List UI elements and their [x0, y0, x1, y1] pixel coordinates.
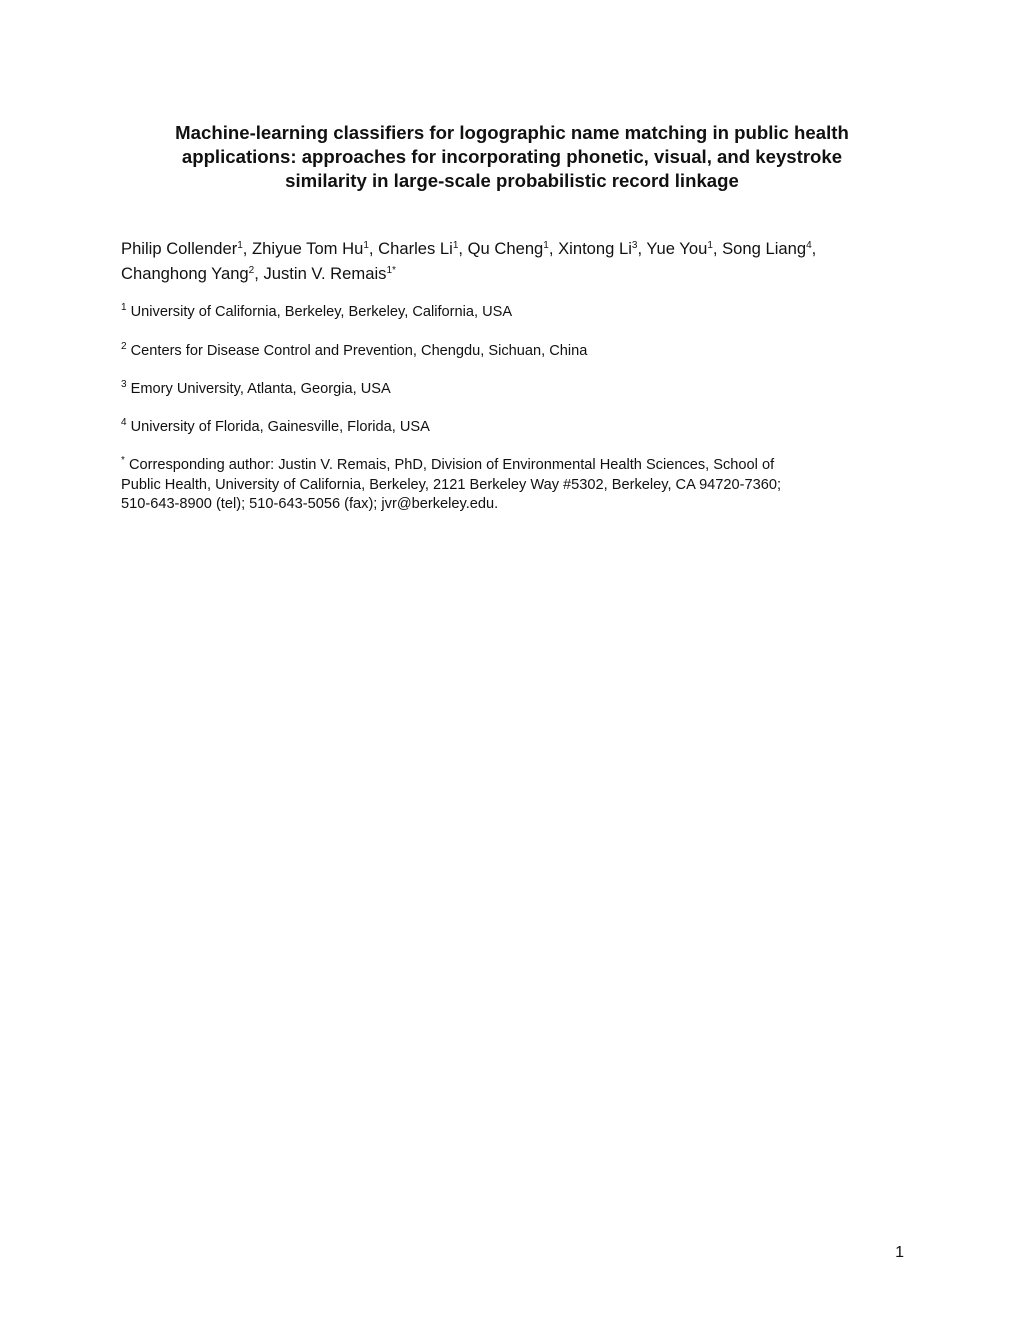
author-separator: ,: [548, 239, 559, 258]
affiliation-number: 3: [121, 379, 127, 390]
affiliation-marker: 1*: [386, 265, 396, 276]
author-separator: ,: [458, 239, 468, 258]
author-name: Song Liang: [722, 239, 807, 258]
affiliation: [121, 302, 512, 322]
affiliation-marker: 1: [452, 240, 459, 251]
author-name: Zhiyue Tom Hu: [252, 239, 364, 258]
title-line: similarity in large-scale probabilistic record linkage: [285, 170, 739, 191]
affiliation-marker: 2: [248, 265, 255, 276]
corresponding-line: 510-643-8900 (tel); 510-643-5056 (fax); jvr@berkeley.edu.: [121, 496, 499, 512]
affiliation-text: University of California, Berkeley, Berkeley, California, USA: [130, 304, 513, 320]
author-separator: ,: [242, 239, 253, 258]
corresponding-line: Public Health, University of California, Berkeley, 2121 Berkeley Way #5302, Berkeley, CA 94720-7360;: [121, 476, 782, 493]
author-name: Yue You: [646, 239, 708, 258]
corresponding-author-note: [121, 456, 911, 515]
affiliation-number: 4: [121, 417, 127, 428]
author-list: [121, 236, 911, 286]
author-separator: ,: [712, 239, 723, 258]
affiliation: [121, 379, 391, 399]
author-name: Philip Collender: [121, 239, 238, 258]
author-separator: ,: [368, 239, 379, 258]
author-separator: ,: [811, 239, 817, 258]
affiliation-text: Centers for Disease Control and Prevention, Chengdu, Sichuan, China: [130, 343, 588, 359]
affiliation-marker: 4: [806, 240, 812, 251]
affiliation-number: 1: [121, 302, 127, 313]
author-name: Justin V. Remais: [263, 264, 387, 283]
corresponding-line: [121, 456, 911, 476]
author-name: Charles Li: [378, 239, 453, 258]
author-name: Changhong Yang: [121, 264, 249, 283]
author-separator: ,: [254, 264, 264, 283]
affiliation: [121, 341, 587, 361]
page-number: 1: [895, 1244, 904, 1261]
affiliation-marker: 1: [543, 240, 549, 251]
author-name: Xintong Li: [558, 239, 632, 258]
affiliation-text: University of Florida, Gainesville, Florida, USA: [130, 419, 430, 435]
author-separator: ,: [637, 239, 647, 258]
affiliation-marker: 1: [707, 240, 713, 251]
affiliation-marker: 1: [363, 240, 369, 251]
paper-title: [120, 121, 904, 193]
corresponding-text: Corresponding author: Justin V. Remais, PhD, Division of Environmental Health Sciences, School of: [128, 457, 775, 473]
author-name: Qu Cheng: [467, 239, 544, 258]
affiliation-marker: 1: [237, 240, 243, 251]
title-line: applications: approaches for incorporating phonetic, visual, and keystroke: [181, 146, 843, 167]
affiliation-number: 2: [121, 341, 127, 352]
affiliation: [121, 417, 430, 437]
affiliation-marker: 3: [631, 240, 638, 251]
title-line: Machine-learning classifiers for logographic name matching in public health: [175, 122, 849, 143]
affiliation-text: Emory University, Atlanta, Georgia, USA: [130, 381, 391, 397]
corresponding-marker: *: [121, 455, 125, 466]
